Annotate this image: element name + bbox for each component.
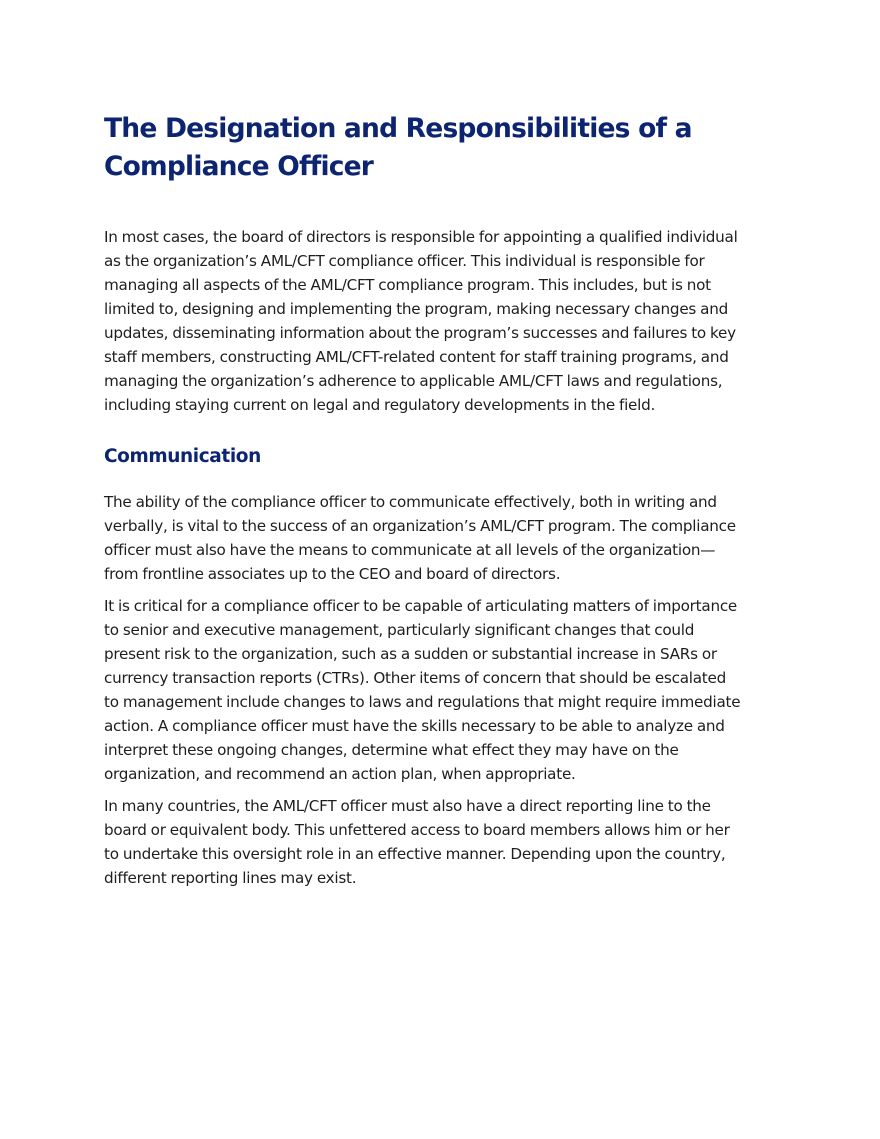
document-content [104, 110, 744, 890]
section-heading-communication: Communication [104, 446, 261, 467]
communication-paragraph-1: The ability of the compliance officer to communicate effectively, both in writing and verbally, is vital to the success of an organization’s AML/CFT program. The compliance officer must also have the means to communicate at all levels of the organization—from frontline associates up to the CEO and board of directors. [104, 493, 736, 583]
intro-paragraph: In most cases, the board of directors is responsible for appointing a qualified individual as the organization’s AML/CFT compliance officer. This individual is responsible for managing all aspects of the AML/CFT compliance program. This includes, but is not limited to, designing and implementing the program, making necessary changes and updates, disseminating information about the program’s successes and failures to key staff members, constructing AML/CFT-related content for staff training programs, and managing the organization’s adherence to applicable AML/CFT laws and regulations, including staying current on legal and regulatory developments in the field. [104, 228, 738, 414]
page-title: The Designation and Responsibilities of a Compliance Officer [104, 113, 692, 182]
communication-paragraph-2: It is critical for a compliance officer to be capable of articulating matters of importance to senior and executive management, particularly significant changes that could present risk to the organization, such as a sudden or substantial increase in SARs or currency transaction reports (CTRs). Other items of concern that should be escalated to management include changes to laws and regulations that might require immediate action. A compliance officer must have the skills necessary to be able to analyze and interpret these ongoing changes, determine what effect they may have on the organization, and recommend an action plan, when appropriate. [104, 597, 741, 783]
communication-paragraph-3: In many countries, the AML/CFT officer must also have a direct reporting line to the board or equivalent body. This unfettered access to board members allows him or her to undertake this oversight role in an effective manner. Depending upon the country, different reporting lines may exist. [104, 797, 730, 887]
